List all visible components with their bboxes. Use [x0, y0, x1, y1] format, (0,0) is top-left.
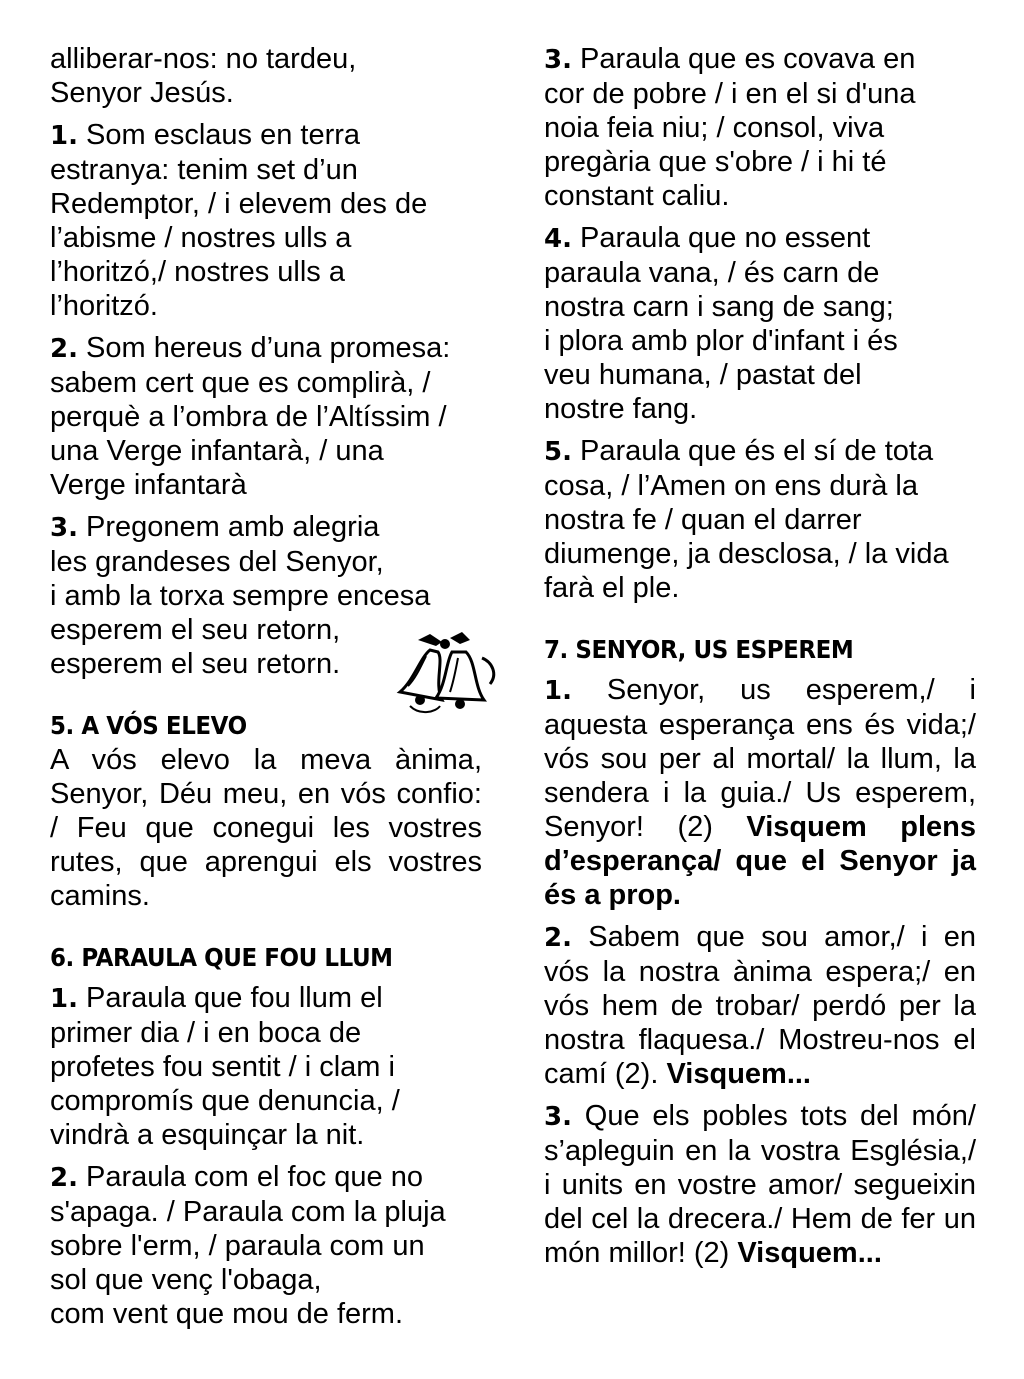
- song-6-stanza-4: 4. Paraula que no essent paraula vana, / és carn de nostra carn i sang de sang; i plora amb plor d'infant i és veu humana, / pastat del nostre fang.: [544, 222, 898, 425]
- stanza-3: 3. Pregonem amb alegria les grandeses del Senyor, i amb la torxa sempre encesa esperem el seu retorn, esperem el seu retorn.: [50, 511, 431, 680]
- song-6-stanza-5: 5. Paraula que és el sí de tota cosa, / l’Amen on ens durà la nostra fe / quan el darrer diumenge, ja desclosa, / la vida farà el ple.: [544, 435, 949, 604]
- song-title-5: 5. A VÓS ELEVO: [50, 711, 247, 740]
- stanza-1: 1. Som esclaus en terra estranya: tenim set d’un Redemptor, / i elevem des de l’abisme / nostres ulls a l’horitzó,/ nostres ulls a l’horitzó.: [50, 119, 428, 322]
- verse-number: 3.: [544, 45, 572, 75]
- verse-number: 3.: [544, 1102, 572, 1132]
- verse-number: 5.: [544, 437, 572, 467]
- stanza-2: 2. Som hereus d’una promesa: sabem cert que es complirà, / perquè a l’ombra de l’Altíssim / una Verge infantarà, / una Verge infantarà: [50, 332, 451, 501]
- song-title-7: 7. SENYOR, US ESPEREM: [544, 635, 854, 664]
- verse-number: 4.: [544, 224, 572, 254]
- verse-number: 2.: [50, 334, 78, 364]
- song-5-text: A vós elevo la meva ànima, Senyor, Déu meu, en vós confio: / Feu que conegui les vostres rutes, que aprengui els vostres camins.: [50, 744, 482, 912]
- verse-number: 3.: [50, 513, 78, 543]
- song-7-stanza-2: 2. Sabem que sou amor,/ i en vós la nostra ànima espera;/ en vós hem de trobar/ perdó per la nostra flaquesa./ Mostreu-nos el camí (2). Visquem...: [544, 921, 976, 1090]
- verse-number: 2.: [50, 1163, 78, 1193]
- verse-number: 2.: [544, 923, 572, 953]
- verse-number: 1.: [50, 121, 78, 151]
- song-6-stanza-2: 2. Paraula com el foc que no s'apaga. / Paraula com la pluja sobre l'erm, / paraula com un sol que venç l'obaga, com vent que mou de ferm.: [50, 1161, 446, 1330]
- song-6-stanza-3: 3. Paraula que es covava en cor de pobre / i en el si d'una noia feia niu; / consol, viva pregària que s'obre / i hi té constant caliu.: [544, 43, 916, 212]
- song-7-stanza-3: 3. Que els pobles tots del món/ s’apleguin en la vostra Església,/ i units en vostre amor/ segueixin del cel la drecera./ Hem de fer un món millor! (2) Visquem...: [544, 1100, 976, 1269]
- refrain: Visquem...: [666, 1058, 811, 1090]
- song-title-6: 6. PARAULA QUE FOU LLUM: [50, 943, 393, 972]
- song-6-stanza-1: 1. Paraula que fou llum el primer dia / i en boca de profetes fou sentit / i clam i compromís que denuncia, / vindrà a esquinçar la nit.: [50, 982, 400, 1151]
- refrain: Visquem plens d’esperança/ que el Senyor ja és a prop.: [544, 811, 977, 911]
- song-7-stanza-1: 1. Senyor, us esperem,/ i aquesta esperança ens és vida;/ vós sou per al mortal/ la llum, la sendera i la guia./ Us esperem, Senyor! (2) Visquem plens d’esperança/ que el Senyor ja és a prop.: [544, 674, 977, 911]
- right-column: [544, 42, 976, 1270]
- intro-stanza: alliberar-nos: no tardeu, Senyor Jesús.: [50, 43, 357, 109]
- bells-icon: [390, 628, 502, 718]
- refrain: Visquem...: [737, 1237, 882, 1269]
- verse-number: 1.: [544, 676, 572, 706]
- verse-number: 1.: [50, 984, 78, 1014]
